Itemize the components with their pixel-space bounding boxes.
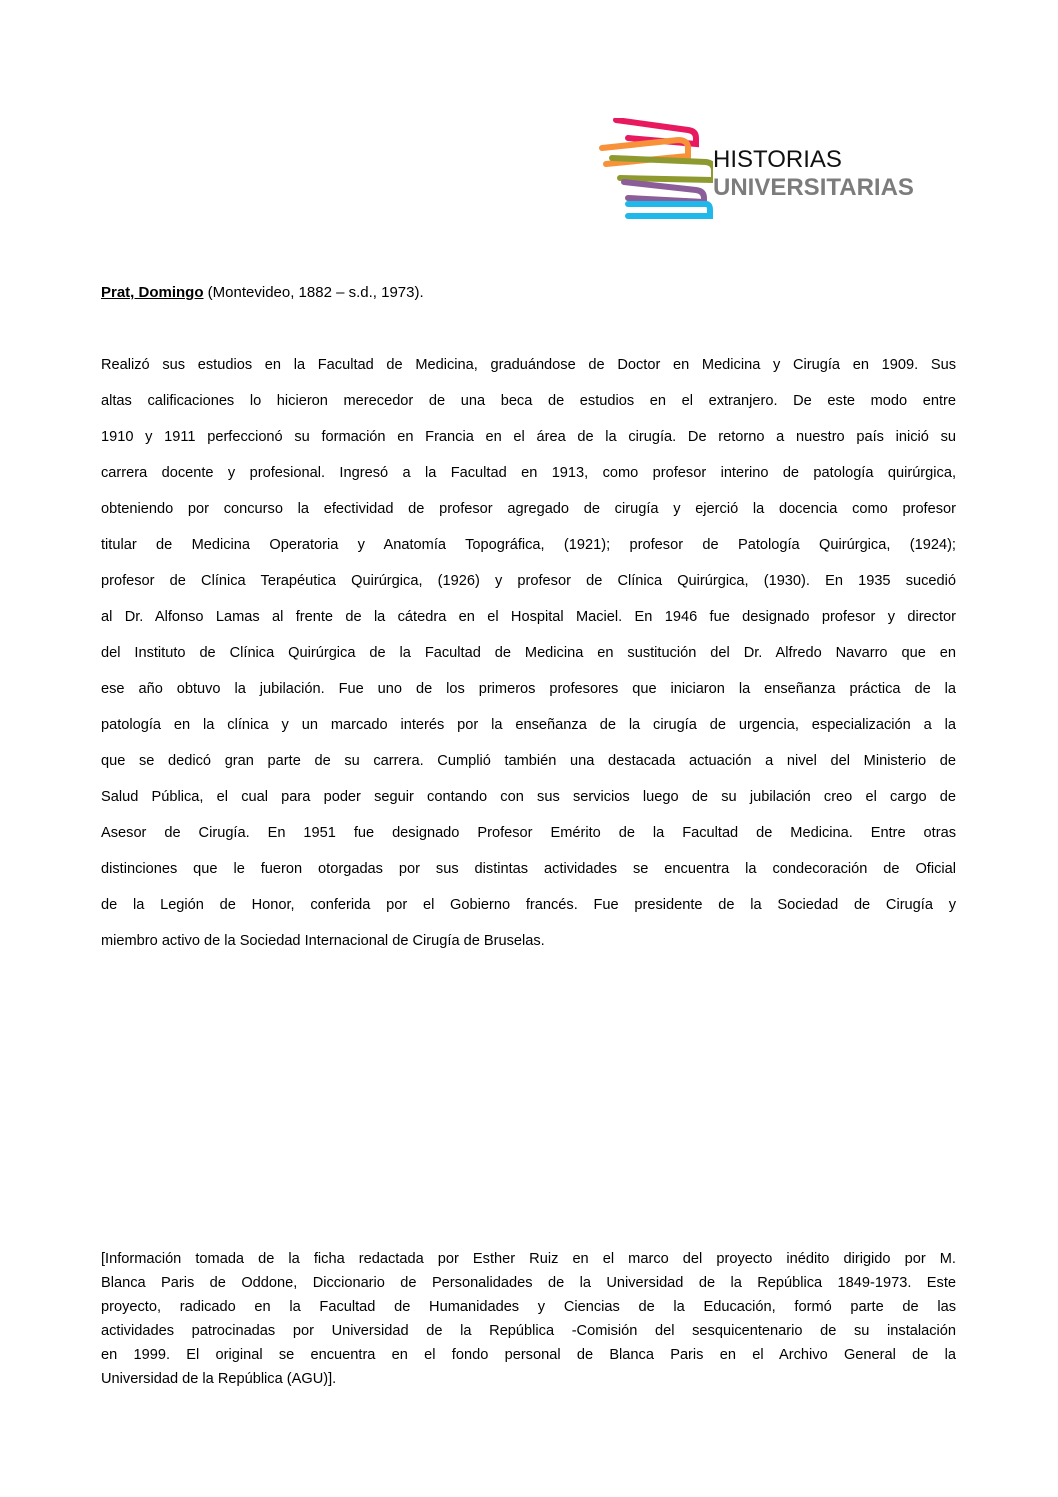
biography-line: miembro activo de la Sociedad Internacional de Cirugía de Bruselas. <box>101 933 545 949</box>
biography-line: distinciones que le fueron otorgadas por sus distintas actividades se encuentra la condecoración de Oficial <box>101 861 956 877</box>
biography-line: obteniendo por concurso la efectividad de profesor agregado de cirugía y ejerció la docencia como profesor <box>101 501 956 517</box>
biography-line: Asesor de Cirugía. En 1951 fue designado Profesor Emérito de la Facultad de Medicina. Entre otras <box>101 825 956 841</box>
source-note-line: Universidad de la República (AGU)]. <box>101 1371 337 1387</box>
books-icon <box>598 118 713 223</box>
logo-line2: UNIVERSITARIAS <box>713 174 914 201</box>
source-note-line: en 1999. El original se encuentra en el fondo personal de Blanca Paris en el Archivo General de la <box>101 1347 956 1363</box>
source-note-line: proyecto, radicado en la Facultad de Humanidades y Ciencias de la Educación, formó parte de las <box>101 1299 956 1315</box>
biography-line: 1910 y 1911 perfeccionó su formación en Francia en el área de la cirugía. De retorno a nuestro país inició su <box>101 429 956 445</box>
biography-line: ese año obtuvo la jubilación. Fue uno de los primeros profesores que iniciaron la enseñanza práctica de la <box>101 681 956 697</box>
biography-line: titular de Medicina Operatoria y Anatomía Topográfica, (1921); profesor de Patología Quirúrgica, (1924); <box>101 537 956 553</box>
biography-paragraph <box>101 354 956 966</box>
biography-line: Realizó sus estudios en la Facultad de Medicina, graduándose de Doctor en Medicina y Cirugía en 1909. Sus <box>101 357 956 373</box>
source-note-line: Blanca Paris de Oddone, Diccionario de Personalidades de la Universidad de la República 1849-1973. Este <box>101 1275 956 1291</box>
biography-line: patología en la clínica y un marcado interés por la enseñanza de la cirugía de urgencia, especialización a la <box>101 717 956 733</box>
biography-line: al Dr. Alfonso Lamas al frente de la cátedra en el Hospital Maciel. En 1946 fue designado profesor y director <box>101 609 956 625</box>
biography-line: del Instituto de Clínica Quirúrgica de la Facultad de Medicina en sustitución del Dr. Alfredo Navarro que en <box>101 645 956 661</box>
source-note <box>101 1248 956 1392</box>
entry-details: (Montevideo, 1882 – s.d., 1973). <box>203 284 424 301</box>
biography-line: que se dedicó gran parte de su carrera. Cumplió también una destacada actuación a nivel del Ministerio de <box>101 753 956 769</box>
biography-line: carrera docente y profesional. Ingresó a la Facultad en 1913, como profesor interino de patología quirúrgica, <box>101 465 956 481</box>
biography-line: profesor de Clínica Terapéutica Quirúrgica, (1926) y profesor de Clínica Quirúrgica, (1930). En 1935 sucedió <box>101 573 956 589</box>
entry-name: Prat, Domingo <box>101 284 204 301</box>
historias-universitarias-logo <box>598 118 943 223</box>
biography-line: altas calificaciones lo hicieron merecedor de una beca de estudios en el extranjero. De este modo entre <box>101 393 956 409</box>
logo-line1: HISTORIAS <box>713 146 842 173</box>
biography-line: de la Legión de Honor, conferida por el Gobierno francés. Fue presidente de la Sociedad de Cirugía y <box>101 897 956 913</box>
source-note-line: actividades patrocinadas por Universidad de la República -Comisión del sesquicentenario de su instalación <box>101 1323 956 1339</box>
entry-heading <box>101 284 424 301</box>
biography-line: Salud Pública, el cual para poder seguir contando con sus servicios luego de su jubilación creo el cargo de <box>101 789 956 805</box>
source-note-line: [Información tomada de la ficha redactada por Esther Ruiz en el marco del proyecto inédito dirigido por M. <box>101 1251 956 1267</box>
